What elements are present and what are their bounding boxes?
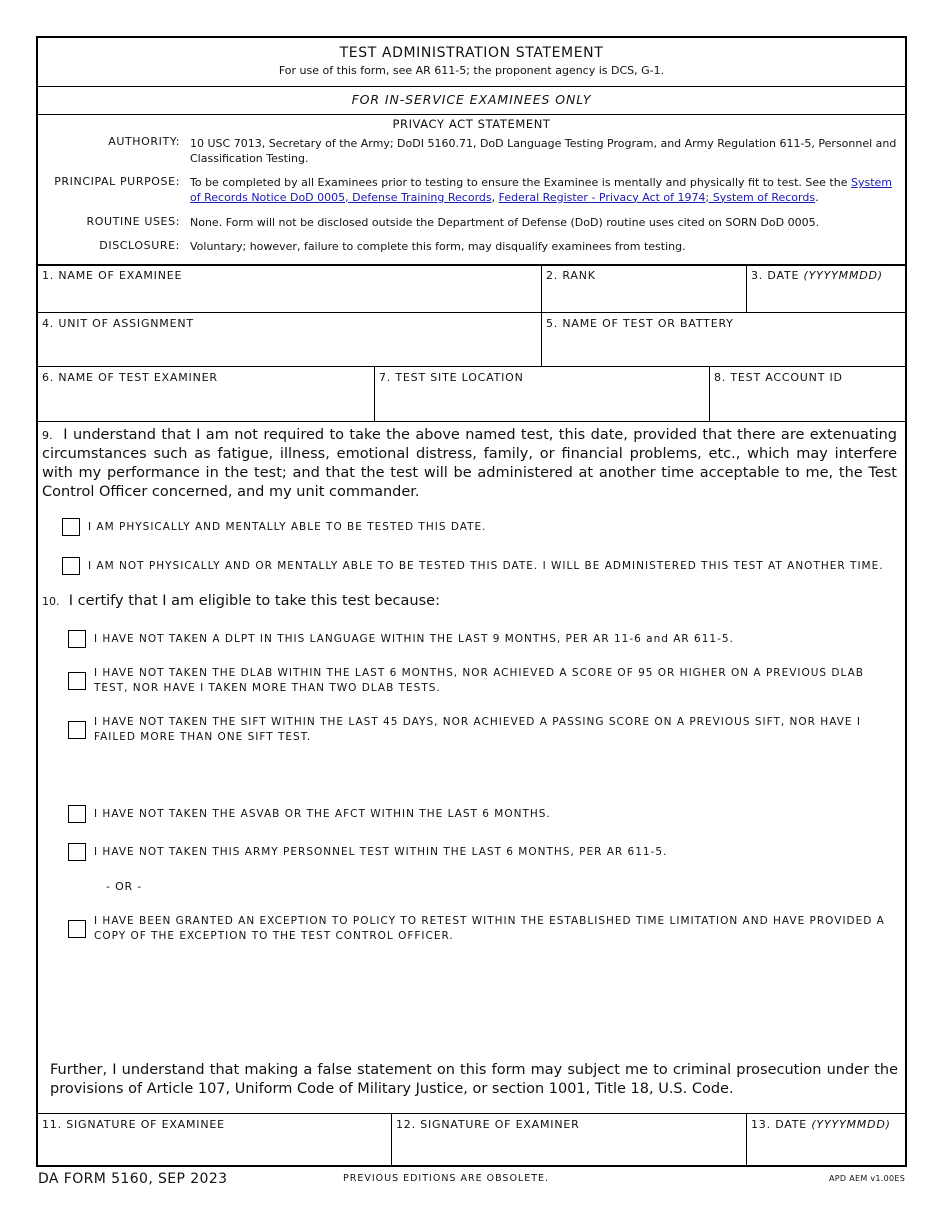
test-site-location-label: 7. TEST SITE LOCATION (379, 371, 524, 384)
routine-uses-text: None. Form will not be disclosed outside the Department of Defense (DoD) routine uses cited on SORN DoD 0005. (190, 216, 820, 229)
signature-date-field[interactable] (746, 1113, 905, 1167)
rank-field[interactable] (541, 265, 746, 313)
item-9-text: I understand that I am not required to take the above named test, this date, provided that there are extenuating circumstances such as fatigue, illness, emotional distress, family, or financial problems, etc., which may interfere with my performance in the test; and that the test will be administered at another time acceptable to me, the Test Control Officer concerned, and my unit commander. (42, 427, 897, 500)
test-site-location-field[interactable] (374, 366, 709, 421)
dlpt-label: I HAVE NOT TAKEN A DLPT IN THIS LANGUAGE WITHIN THE LAST 9 MONTHS, PER AR 11-6 and AR 611-5. (94, 632, 734, 645)
test-examiner-field[interactable] (38, 366, 374, 421)
date-format: (YYYYMMDD) (803, 269, 883, 282)
not-able-option (62, 557, 884, 575)
examinee-signature-label: 11. SIGNATURE OF EXAMINEE (42, 1118, 225, 1131)
able-label: I AM PHYSICALLY AND MENTALLY ABLE TO BE TESTED THIS DATE. (88, 520, 487, 533)
signature-date-format: (YYYYMMDD) (811, 1118, 891, 1131)
item-10-statement (42, 592, 897, 611)
purpose-separator: , (491, 190, 499, 204)
exception-checkbox[interactable] (68, 920, 86, 938)
dlpt-checkbox[interactable] (68, 630, 86, 648)
asvab-label: I HAVE NOT TAKEN THE ASVAB OR THE AFCT WITHIN THE LAST 6 MONTHS. (94, 807, 551, 820)
certification-section (38, 421, 905, 1114)
authority-label: AUTHORITY: (108, 135, 180, 148)
signature-date-label: 13. DATE (751, 1118, 812, 1131)
exception-label: I HAVE BEEN GRANTED AN EXCEPTION TO POLICY TO RETEST WITHIN THE ESTABLISHED TIME LIMITATION AND HAVE PROVIDED A COPY OF THE EXCEPTION TO THE TEST CONTROL OFFICER. (94, 915, 885, 942)
rank-label: 2. RANK (546, 269, 596, 282)
able-checkbox[interactable] (62, 518, 80, 536)
item-10-number: 10. (42, 595, 60, 608)
sift-option (68, 715, 900, 745)
army-test-option (68, 843, 900, 861)
test-account-id-label: 8. TEST ACCOUNT ID (714, 371, 843, 384)
dlab-option (68, 666, 900, 696)
asvab-option (68, 805, 900, 823)
form-subtitle: For use of this form, see AR 611-5; the proponent agency is DCS, G-1. (278, 64, 665, 77)
authority-text: 10 USC 7013, Secretary of the Army; DoDI 5160.71, DoD Language Testing Program, and Army Regulation 611-5, Personnel and Classification Testing. (190, 137, 897, 165)
date-label: 3. DATE (751, 269, 804, 282)
sift-label: I HAVE NOT TAKEN THE SIFT WITHIN THE LAST 45 DAYS, NOR ACHIEVED A PASSING SCORE ON A PREVIOUS SIFT, NOR HAVE I FAILED MORE THAN ONE SIFT TEST. (94, 716, 861, 743)
test-battery-field[interactable] (541, 312, 905, 366)
name-of-examinee-field[interactable] (38, 265, 541, 313)
unit-of-assignment-label: 4. UNIT OF ASSIGNMENT (42, 317, 194, 330)
item-9-number: 9. (42, 429, 53, 442)
asvab-checkbox[interactable] (68, 805, 86, 823)
purpose-body: To be completed by all Examinees prior to testing to ensure the Examinee is mentally and physically fit to test. See the (190, 176, 851, 189)
not-able-checkbox[interactable] (62, 557, 80, 575)
federal-register-link[interactable]: Federal Register - Privacy Act of 1974; System of Records (498, 190, 816, 204)
purpose-end: . (815, 190, 819, 204)
not-able-label: I AM NOT PHYSICALLY AND OR MENTALLY ABLE TO BE TESTED THIS DATE. I WILL BE ADMINISTERED THIS TEST AT ANOTHER TIME. (88, 559, 884, 572)
dlab-checkbox[interactable] (68, 672, 86, 690)
purpose-label: PRINCIPAL PURPOSE: (54, 175, 180, 188)
privacy-act-statement (38, 115, 905, 266)
privacy-act-title: PRIVACY ACT STATEMENT (392, 117, 551, 131)
false-statement-warning: Further, I understand that making a false statement on this form may subject me to criminal prosecution under the provisions of Article 107, Uniform Code of Military Justice, or section 1001, Title 18, U.S. Code. (50, 1062, 898, 1097)
previous-editions-note: PREVIOUS EDITIONS ARE OBSOLETE. (343, 1173, 550, 1184)
unit-of-assignment-field[interactable] (38, 312, 541, 366)
sift-checkbox[interactable] (68, 721, 86, 739)
army-test-label: I HAVE NOT TAKEN THIS ARMY PERSONNEL TEST WITHIN THE LAST 6 MONTHS, PER AR 611-5. (94, 845, 668, 858)
disclosure-text: Voluntary; however, failure to complete this form, may disqualify examinees from testing. (190, 240, 686, 253)
purpose-text (190, 176, 900, 205)
disclosure-label: DISCLOSURE: (99, 239, 180, 252)
dlab-label: I HAVE NOT TAKEN THE DLAB WITHIN THE LAST 6 MONTHS, NOR ACHIEVED A SCORE OF 95 OR HIGHER ON A PREVIOUS DLAB TEST, NOR HAVE I TAKEN MORE THAN TWO DLAB TESTS. (94, 667, 864, 694)
version-tag: APD AEM v1.00ES (829, 1174, 906, 1183)
or-separator: - OR - (106, 880, 143, 893)
item-9-statement (42, 426, 897, 502)
dlpt-option (68, 630, 900, 648)
test-examiner-label: 6. NAME OF TEST EXAMINER (42, 371, 218, 384)
test-account-id-field[interactable] (709, 366, 905, 421)
examinee-signature-field[interactable] (38, 1113, 391, 1167)
exception-option (68, 914, 900, 944)
da-form-5160 (36, 36, 907, 1167)
item-10-text: I certify that I am eligible to take this test because: (68, 593, 440, 609)
sorn-link[interactable]: System of Records Notice DoD 0005, Defense Training Records (190, 176, 893, 204)
army-test-checkbox[interactable] (68, 843, 86, 861)
form-title: TEST ADMINISTRATION STATEMENT (339, 45, 604, 61)
date-field[interactable] (746, 265, 905, 313)
test-battery-label: 5. NAME OF TEST OR BATTERY (546, 317, 734, 330)
examiner-signature-field[interactable] (391, 1113, 746, 1167)
routine-uses-label: ROUTINE USES: (86, 215, 180, 228)
in-service-banner: FOR IN-SERVICE EXAMINEES ONLY (38, 86, 905, 115)
form-header (38, 38, 905, 87)
name-of-examinee-label: 1. NAME OF EXAMINEE (42, 269, 183, 282)
able-option (62, 518, 486, 536)
examiner-signature-label: 12. SIGNATURE OF EXAMINER (396, 1118, 580, 1131)
form-id: DA FORM 5160, SEP 2023 (38, 1171, 228, 1187)
